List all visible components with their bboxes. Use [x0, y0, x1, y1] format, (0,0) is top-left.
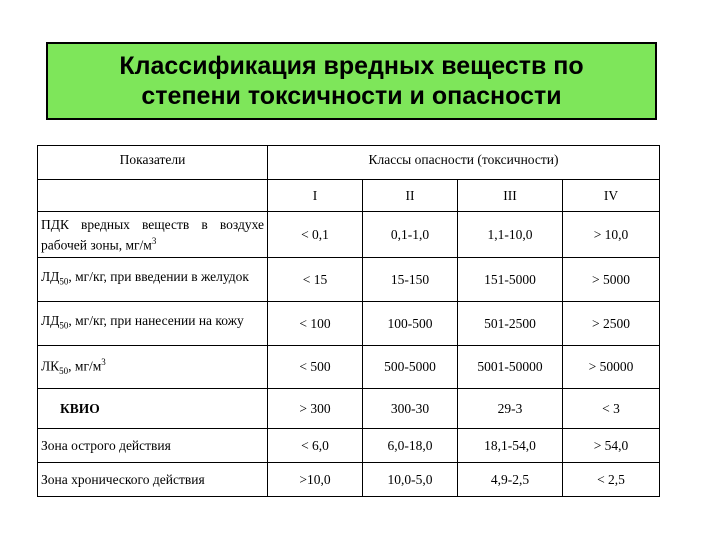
class-numbers-row — [38, 180, 660, 212]
cell-lk50-class-2: 500-5000 — [363, 346, 458, 389]
lk-unit-text: , мг/м — [68, 358, 102, 374]
header-hazard-classes: Классы опасности (токсичности) — [268, 146, 660, 180]
table-row-lk50 — [38, 346, 660, 389]
cell-ld50-stomach-class-2: 15-150 — [363, 258, 458, 302]
cubic-superscript: 3 — [151, 235, 157, 246]
table-row-chronic-zone — [38, 463, 660, 497]
cell-chronic-zone-class-2: 10,0-5,0 — [363, 463, 458, 497]
page-title — [119, 51, 583, 111]
row-label-kvio: КВИО — [38, 389, 268, 429]
cell-ld50-skin-class-3: 501-2500 — [458, 302, 563, 346]
table-row-kvio — [38, 389, 660, 429]
cell-kvio-class-1: > 300 — [268, 389, 363, 429]
cell-ld50-skin-class-4: > 2500 — [563, 302, 660, 346]
pdk-label-text: ПДК вредных веществ в воздухе рабочей зоны, мг/м — [41, 216, 264, 253]
cell-ld50-skin-class-2: 100-500 — [363, 302, 458, 346]
table-row-ld50-skin — [38, 302, 660, 346]
row-label-chronic-zone: Зона хронического действия — [38, 463, 268, 497]
class-numbers-empty-cell — [38, 180, 268, 212]
cell-lk50-class-1: < 500 — [268, 346, 363, 389]
table-row-ld50-stomach — [38, 258, 660, 302]
cell-ld50-stomach-class-3: 151-5000 — [458, 258, 563, 302]
cubic-superscript: 3 — [101, 356, 106, 367]
cell-acute-zone-class-2: 6,0-18,0 — [363, 429, 458, 463]
ld-skin-text: , мг/кг, при нанесении на кожу — [68, 313, 244, 329]
row-label-ld50-stomach — [38, 258, 268, 302]
class-3-header: III — [458, 180, 563, 212]
cell-lk50-class-4: > 50000 — [563, 346, 660, 389]
cell-lk50-class-3: 5001-50000 — [458, 346, 563, 389]
title-line-2: степени токсичности и опасности — [141, 82, 562, 110]
ld-text: ЛД — [41, 313, 60, 329]
cell-ld50-stomach-class-1: < 15 — [268, 258, 363, 302]
cell-pdk-class-3: 1,1-10,0 — [458, 212, 563, 258]
ld-stomach-text: , мг/кг, при введении в желудок — [68, 269, 249, 285]
class-4-header: IV — [563, 180, 660, 212]
row-label-ld50-skin — [38, 302, 268, 346]
header-indicators: Показатели — [38, 146, 268, 180]
cell-kvio-class-4: < 3 — [563, 389, 660, 429]
cell-ld50-stomach-class-4: > 5000 — [563, 258, 660, 302]
cell-kvio-class-3: 29-3 — [458, 389, 563, 429]
cell-pdk-class-4: > 10,0 — [563, 212, 660, 258]
cell-acute-zone-class-1: < 6,0 — [268, 429, 363, 463]
cell-chronic-zone-class-1: >10,0 — [268, 463, 363, 497]
table-row-acute-zone — [38, 429, 660, 463]
row-label-acute-zone: Зона острого действия — [38, 429, 268, 463]
subscript-50: 50 — [59, 320, 69, 331]
subscript-50: 50 — [59, 276, 69, 287]
cell-acute-zone-class-3: 18,1-54,0 — [458, 429, 563, 463]
title-banner — [46, 42, 657, 120]
cell-pdk-class-1: < 0,1 — [268, 212, 363, 258]
class-1-header: I — [268, 180, 363, 212]
cell-ld50-skin-class-1: < 100 — [268, 302, 363, 346]
row-label-lk50 — [38, 346, 268, 389]
cell-chronic-zone-class-3: 4,9-2,5 — [458, 463, 563, 497]
cell-pdk-class-2: 0,1-1,0 — [363, 212, 458, 258]
lk-text: ЛК — [41, 358, 60, 374]
table-row-pdk — [38, 212, 660, 258]
toxicity-classification-table — [37, 145, 660, 497]
row-label-pdk — [38, 212, 268, 258]
title-line-1: Классификация вредных веществ по — [119, 52, 584, 80]
cell-chronic-zone-class-4: < 2,5 — [563, 463, 660, 497]
cell-acute-zone-class-4: > 54,0 — [563, 429, 660, 463]
class-2-header: II — [363, 180, 458, 212]
subscript-50: 50 — [59, 366, 69, 377]
cell-kvio-class-2: 300-30 — [363, 389, 458, 429]
table-header-row — [38, 146, 660, 180]
ld-text: ЛД — [41, 269, 60, 285]
